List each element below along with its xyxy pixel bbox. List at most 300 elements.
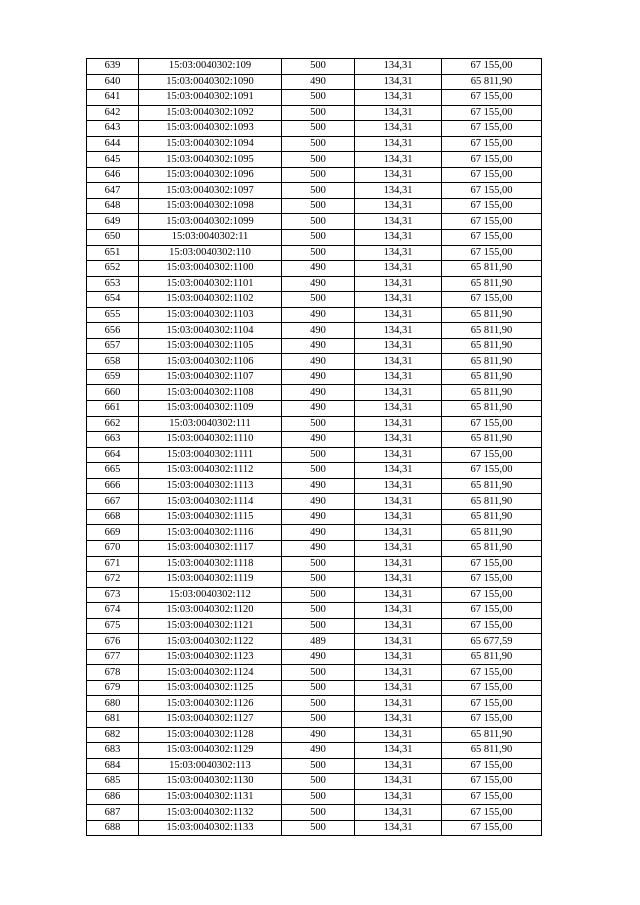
table-row	[87, 494, 542, 510]
area-cell: 500	[282, 152, 355, 168]
area-cell: 490	[282, 494, 355, 510]
cadastral-number-cell: 15:03:0040302:1101	[139, 276, 282, 292]
table-row	[87, 136, 542, 152]
area-cell: 500	[282, 167, 355, 183]
row-number-cell: 667	[87, 494, 139, 510]
row-number-cell: 686	[87, 789, 139, 805]
total-value-cell: 65 811,90	[442, 525, 542, 541]
total-value-cell: 67 155,00	[442, 680, 542, 696]
area-cell: 500	[282, 447, 355, 463]
cadastral-number-cell: 15:03:0040302:1111	[139, 447, 282, 463]
row-number-cell: 643	[87, 121, 139, 137]
unit-price-cell: 134,31	[355, 743, 442, 759]
total-value-cell: 67 155,00	[442, 447, 542, 463]
cadastral-number-cell: 15:03:0040302:1119	[139, 572, 282, 588]
table-row	[87, 696, 542, 712]
total-value-cell: 67 155,00	[442, 152, 542, 168]
table-row	[87, 820, 542, 836]
table-row	[87, 758, 542, 774]
cadastral-number-cell: 15:03:0040302:1128	[139, 727, 282, 743]
row-number-cell: 664	[87, 447, 139, 463]
total-value-cell: 67 155,00	[442, 618, 542, 634]
area-cell: 490	[282, 323, 355, 339]
table-row	[87, 680, 542, 696]
table-row	[87, 572, 542, 588]
cadastral-number-cell: 15:03:0040302:1110	[139, 432, 282, 448]
area-cell: 500	[282, 230, 355, 246]
area-cell: 500	[282, 105, 355, 121]
row-number-cell: 657	[87, 338, 139, 354]
total-value-cell: 65 811,90	[442, 74, 542, 90]
total-value-cell: 67 155,00	[442, 292, 542, 308]
unit-price-cell: 134,31	[355, 727, 442, 743]
cadastral-number-cell: 15:03:0040302:1100	[139, 261, 282, 277]
unit-price-cell: 134,31	[355, 183, 442, 199]
area-cell: 490	[282, 261, 355, 277]
area-cell: 500	[282, 90, 355, 106]
area-cell: 500	[282, 198, 355, 214]
total-value-cell: 65 811,90	[442, 369, 542, 385]
unit-price-cell: 134,31	[355, 136, 442, 152]
table-row	[87, 743, 542, 759]
unit-price-cell: 134,31	[355, 820, 442, 836]
table-row	[87, 183, 542, 199]
cadastral-number-cell: 15:03:0040302:1093	[139, 121, 282, 137]
row-number-cell: 682	[87, 727, 139, 743]
total-value-cell: 67 155,00	[442, 59, 542, 75]
cadastral-number-cell: 15:03:0040302:1095	[139, 152, 282, 168]
cadastral-number-cell: 15:03:0040302:1108	[139, 385, 282, 401]
table-row	[87, 121, 542, 137]
area-cell: 490	[282, 540, 355, 556]
unit-price-cell: 134,31	[355, 478, 442, 494]
table-row	[87, 774, 542, 790]
area-cell: 500	[282, 556, 355, 572]
cadastral-number-cell: 15:03:0040302:1116	[139, 525, 282, 541]
row-number-cell: 651	[87, 245, 139, 261]
area-cell: 500	[282, 136, 355, 152]
area-cell: 490	[282, 307, 355, 323]
cadastral-number-cell: 15:03:0040302:1091	[139, 90, 282, 106]
unit-price-cell: 134,31	[355, 665, 442, 681]
total-value-cell: 65 811,90	[442, 401, 542, 417]
unit-price-cell: 134,31	[355, 369, 442, 385]
total-value-cell: 67 155,00	[442, 463, 542, 479]
area-cell: 500	[282, 463, 355, 479]
unit-price-cell: 134,31	[355, 59, 442, 75]
area-cell: 500	[282, 572, 355, 588]
total-value-cell: 65 811,90	[442, 323, 542, 339]
total-value-cell: 65 811,90	[442, 727, 542, 743]
table-row	[87, 463, 542, 479]
unit-price-cell: 134,31	[355, 401, 442, 417]
row-number-cell: 648	[87, 198, 139, 214]
row-number-cell: 660	[87, 385, 139, 401]
area-cell: 490	[282, 509, 355, 525]
row-number-cell: 666	[87, 478, 139, 494]
total-value-cell: 67 155,00	[442, 556, 542, 572]
total-value-cell: 65 811,90	[442, 432, 542, 448]
area-cell: 500	[282, 292, 355, 308]
cadastral-number-cell: 15:03:0040302:1109	[139, 401, 282, 417]
total-value-cell: 67 155,00	[442, 711, 542, 727]
row-number-cell: 675	[87, 618, 139, 634]
area-cell: 490	[282, 478, 355, 494]
table-row	[87, 587, 542, 603]
row-number-cell: 647	[87, 183, 139, 199]
cadastral-number-cell: 15:03:0040302:1122	[139, 634, 282, 650]
cadastral-number-cell: 15:03:0040302:1106	[139, 354, 282, 370]
cadastral-number-cell: 15:03:0040302:1096	[139, 167, 282, 183]
cadastral-number-cell: 15:03:0040302:1094	[139, 136, 282, 152]
cadastral-number-cell: 15:03:0040302:112	[139, 587, 282, 603]
unit-price-cell: 134,31	[355, 432, 442, 448]
table-body	[87, 59, 542, 836]
table-row	[87, 727, 542, 743]
table-row	[87, 416, 542, 432]
cadastral-number-cell: 15:03:0040302:1120	[139, 603, 282, 619]
unit-price-cell: 134,31	[355, 121, 442, 137]
table-row	[87, 198, 542, 214]
table-row	[87, 432, 542, 448]
area-cell: 490	[282, 276, 355, 292]
area-cell: 500	[282, 680, 355, 696]
area-cell: 500	[282, 416, 355, 432]
row-number-cell: 659	[87, 369, 139, 385]
total-value-cell: 65 811,90	[442, 494, 542, 510]
unit-price-cell: 134,31	[355, 572, 442, 588]
total-value-cell: 67 155,00	[442, 136, 542, 152]
total-value-cell: 67 155,00	[442, 245, 542, 261]
table-row	[87, 74, 542, 90]
unit-price-cell: 134,31	[355, 90, 442, 106]
row-number-cell: 678	[87, 665, 139, 681]
cadastral-number-cell: 15:03:0040302:1102	[139, 292, 282, 308]
table-row	[87, 805, 542, 821]
cadastral-number-cell: 15:03:0040302:1103	[139, 307, 282, 323]
total-value-cell: 65 811,90	[442, 540, 542, 556]
row-number-cell: 642	[87, 105, 139, 121]
row-number-cell: 658	[87, 354, 139, 370]
unit-price-cell: 134,31	[355, 494, 442, 510]
row-number-cell: 640	[87, 74, 139, 90]
total-value-cell: 67 155,00	[442, 774, 542, 790]
total-value-cell: 67 155,00	[442, 121, 542, 137]
unit-price-cell: 134,31	[355, 74, 442, 90]
table-row	[87, 59, 542, 75]
unit-price-cell: 134,31	[355, 338, 442, 354]
cadastral-number-cell: 15:03:0040302:1104	[139, 323, 282, 339]
row-number-cell: 639	[87, 59, 139, 75]
cadastral-number-cell: 15:03:0040302:1133	[139, 820, 282, 836]
area-cell: 500	[282, 603, 355, 619]
total-value-cell: 65 811,90	[442, 743, 542, 759]
row-number-cell: 652	[87, 261, 139, 277]
cadastral-number-cell: 15:03:0040302:1132	[139, 805, 282, 821]
row-number-cell: 669	[87, 525, 139, 541]
cadastral-number-cell: 15:03:0040302:11	[139, 230, 282, 246]
unit-price-cell: 134,31	[355, 307, 442, 323]
row-number-cell: 665	[87, 463, 139, 479]
row-number-cell: 683	[87, 743, 139, 759]
cadastral-number-cell: 15:03:0040302:1129	[139, 743, 282, 759]
row-number-cell: 646	[87, 167, 139, 183]
row-number-cell: 672	[87, 572, 139, 588]
table-row	[87, 230, 542, 246]
row-number-cell: 661	[87, 401, 139, 417]
total-value-cell: 67 155,00	[442, 572, 542, 588]
total-value-cell: 67 155,00	[442, 789, 542, 805]
unit-price-cell: 134,31	[355, 105, 442, 121]
cadastral-number-cell: 15:03:0040302:1105	[139, 338, 282, 354]
area-cell: 490	[282, 743, 355, 759]
total-value-cell: 65 811,90	[442, 509, 542, 525]
table-row	[87, 634, 542, 650]
total-value-cell: 65 811,90	[442, 338, 542, 354]
unit-price-cell: 134,31	[355, 463, 442, 479]
cadastral-number-cell: 15:03:0040302:1126	[139, 696, 282, 712]
row-number-cell: 676	[87, 634, 139, 650]
unit-price-cell: 134,31	[355, 774, 442, 790]
area-cell: 490	[282, 369, 355, 385]
table-row	[87, 307, 542, 323]
total-value-cell: 67 155,00	[442, 167, 542, 183]
table-row	[87, 711, 542, 727]
unit-price-cell: 134,31	[355, 447, 442, 463]
table-row	[87, 261, 542, 277]
land-parcel-table	[86, 58, 542, 836]
total-value-cell: 67 155,00	[442, 90, 542, 106]
total-value-cell: 65 811,90	[442, 276, 542, 292]
row-number-cell: 674	[87, 603, 139, 619]
unit-price-cell: 134,31	[355, 385, 442, 401]
area-cell: 490	[282, 727, 355, 743]
row-number-cell: 655	[87, 307, 139, 323]
row-number-cell: 654	[87, 292, 139, 308]
cadastral-number-cell: 15:03:0040302:1107	[139, 369, 282, 385]
row-number-cell: 649	[87, 214, 139, 230]
row-number-cell: 650	[87, 230, 139, 246]
area-cell: 500	[282, 618, 355, 634]
row-number-cell: 670	[87, 540, 139, 556]
area-cell: 490	[282, 354, 355, 370]
table-row	[87, 789, 542, 805]
cadastral-number-cell: 15:03:0040302:1131	[139, 789, 282, 805]
table-row	[87, 556, 542, 572]
area-cell: 500	[282, 245, 355, 261]
cadastral-number-cell: 15:03:0040302:1092	[139, 105, 282, 121]
unit-price-cell: 134,31	[355, 525, 442, 541]
cadastral-number-cell: 15:03:0040302:1115	[139, 509, 282, 525]
cadastral-number-cell: 15:03:0040302:1098	[139, 198, 282, 214]
area-cell: 500	[282, 711, 355, 727]
table-row	[87, 167, 542, 183]
unit-price-cell: 134,31	[355, 789, 442, 805]
total-value-cell: 67 155,00	[442, 416, 542, 432]
row-number-cell: 662	[87, 416, 139, 432]
row-number-cell: 644	[87, 136, 139, 152]
unit-price-cell: 134,31	[355, 354, 442, 370]
total-value-cell: 67 155,00	[442, 105, 542, 121]
total-value-cell: 67 155,00	[442, 198, 542, 214]
total-value-cell: 67 155,00	[442, 183, 542, 199]
row-number-cell: 671	[87, 556, 139, 572]
total-value-cell: 67 155,00	[442, 665, 542, 681]
table-row	[87, 509, 542, 525]
table-row	[87, 401, 542, 417]
area-cell: 500	[282, 758, 355, 774]
table-row	[87, 214, 542, 230]
row-number-cell: 668	[87, 509, 139, 525]
unit-price-cell: 134,31	[355, 696, 442, 712]
unit-price-cell: 134,31	[355, 603, 442, 619]
area-cell: 490	[282, 74, 355, 90]
unit-price-cell: 134,31	[355, 323, 442, 339]
area-cell: 500	[282, 121, 355, 137]
row-number-cell: 641	[87, 90, 139, 106]
area-cell: 500	[282, 774, 355, 790]
total-value-cell: 65 811,90	[442, 385, 542, 401]
cadastral-number-cell: 15:03:0040302:1097	[139, 183, 282, 199]
area-cell: 500	[282, 820, 355, 836]
table-row	[87, 478, 542, 494]
cadastral-number-cell: 15:03:0040302:1118	[139, 556, 282, 572]
area-cell: 500	[282, 789, 355, 805]
area-cell: 500	[282, 587, 355, 603]
row-number-cell: 684	[87, 758, 139, 774]
unit-price-cell: 134,31	[355, 680, 442, 696]
unit-price-cell: 134,31	[355, 214, 442, 230]
unit-price-cell: 134,31	[355, 152, 442, 168]
total-value-cell: 65 811,90	[442, 478, 542, 494]
cadastral-number-cell: 15:03:0040302:1124	[139, 665, 282, 681]
total-value-cell: 67 155,00	[442, 820, 542, 836]
table-row	[87, 447, 542, 463]
total-value-cell: 67 155,00	[442, 214, 542, 230]
row-number-cell: 681	[87, 711, 139, 727]
unit-price-cell: 134,31	[355, 261, 442, 277]
cadastral-number-cell: 15:03:0040302:1090	[139, 74, 282, 90]
table-row	[87, 649, 542, 665]
unit-price-cell: 134,31	[355, 416, 442, 432]
table-row	[87, 323, 542, 339]
total-value-cell: 65 677,59	[442, 634, 542, 650]
unit-price-cell: 134,31	[355, 167, 442, 183]
area-cell: 489	[282, 634, 355, 650]
unit-price-cell: 134,31	[355, 805, 442, 821]
area-cell: 500	[282, 214, 355, 230]
area-cell: 500	[282, 665, 355, 681]
cadastral-number-cell: 15:03:0040302:110	[139, 245, 282, 261]
area-cell: 490	[282, 401, 355, 417]
area-cell: 490	[282, 649, 355, 665]
table-row	[87, 665, 542, 681]
row-number-cell: 673	[87, 587, 139, 603]
row-number-cell: 653	[87, 276, 139, 292]
unit-price-cell: 134,31	[355, 587, 442, 603]
row-number-cell: 677	[87, 649, 139, 665]
unit-price-cell: 134,31	[355, 198, 442, 214]
cadastral-number-cell: 15:03:0040302:1113	[139, 478, 282, 494]
table-row	[87, 525, 542, 541]
total-value-cell: 67 155,00	[442, 603, 542, 619]
table-row	[87, 618, 542, 634]
table-row	[87, 245, 542, 261]
unit-price-cell: 134,31	[355, 618, 442, 634]
unit-price-cell: 134,31	[355, 634, 442, 650]
table-row	[87, 90, 542, 106]
row-number-cell: 663	[87, 432, 139, 448]
area-cell: 500	[282, 696, 355, 712]
row-number-cell: 679	[87, 680, 139, 696]
cadastral-number-cell: 15:03:0040302:1121	[139, 618, 282, 634]
cadastral-number-cell: 15:03:0040302:1114	[139, 494, 282, 510]
cadastral-number-cell: 15:03:0040302:1130	[139, 774, 282, 790]
total-value-cell: 65 811,90	[442, 307, 542, 323]
unit-price-cell: 134,31	[355, 509, 442, 525]
area-cell: 500	[282, 59, 355, 75]
table-row	[87, 292, 542, 308]
table-row	[87, 603, 542, 619]
table-row	[87, 369, 542, 385]
area-cell: 490	[282, 525, 355, 541]
row-number-cell: 688	[87, 820, 139, 836]
table-row	[87, 540, 542, 556]
unit-price-cell: 134,31	[355, 292, 442, 308]
area-cell: 490	[282, 432, 355, 448]
unit-price-cell: 134,31	[355, 556, 442, 572]
cadastral-number-cell: 15:03:0040302:1123	[139, 649, 282, 665]
table-row	[87, 276, 542, 292]
row-number-cell: 645	[87, 152, 139, 168]
area-cell: 490	[282, 385, 355, 401]
area-cell: 500	[282, 805, 355, 821]
cadastral-number-cell: 15:03:0040302:1127	[139, 711, 282, 727]
unit-price-cell: 134,31	[355, 758, 442, 774]
total-value-cell: 67 155,00	[442, 230, 542, 246]
unit-price-cell: 134,31	[355, 230, 442, 246]
cadastral-number-cell: 15:03:0040302:113	[139, 758, 282, 774]
table-row	[87, 385, 542, 401]
row-number-cell: 656	[87, 323, 139, 339]
total-value-cell: 67 155,00	[442, 696, 542, 712]
unit-price-cell: 134,31	[355, 711, 442, 727]
cadastral-number-cell: 15:03:0040302:111	[139, 416, 282, 432]
cadastral-number-cell: 15:03:0040302:1117	[139, 540, 282, 556]
unit-price-cell: 134,31	[355, 245, 442, 261]
table-row	[87, 152, 542, 168]
cadastral-number-cell: 15:03:0040302:1125	[139, 680, 282, 696]
total-value-cell: 67 155,00	[442, 758, 542, 774]
total-value-cell: 65 811,90	[442, 649, 542, 665]
cadastral-number-cell: 15:03:0040302:1112	[139, 463, 282, 479]
total-value-cell: 67 155,00	[442, 587, 542, 603]
unit-price-cell: 134,31	[355, 276, 442, 292]
area-cell: 490	[282, 338, 355, 354]
total-value-cell: 65 811,90	[442, 354, 542, 370]
total-value-cell: 65 811,90	[442, 261, 542, 277]
unit-price-cell: 134,31	[355, 540, 442, 556]
cadastral-number-cell: 15:03:0040302:1099	[139, 214, 282, 230]
row-number-cell: 680	[87, 696, 139, 712]
table-row	[87, 105, 542, 121]
unit-price-cell: 134,31	[355, 649, 442, 665]
table-row	[87, 354, 542, 370]
row-number-cell: 685	[87, 774, 139, 790]
area-cell: 500	[282, 183, 355, 199]
cadastral-number-cell: 15:03:0040302:109	[139, 59, 282, 75]
table-row	[87, 338, 542, 354]
